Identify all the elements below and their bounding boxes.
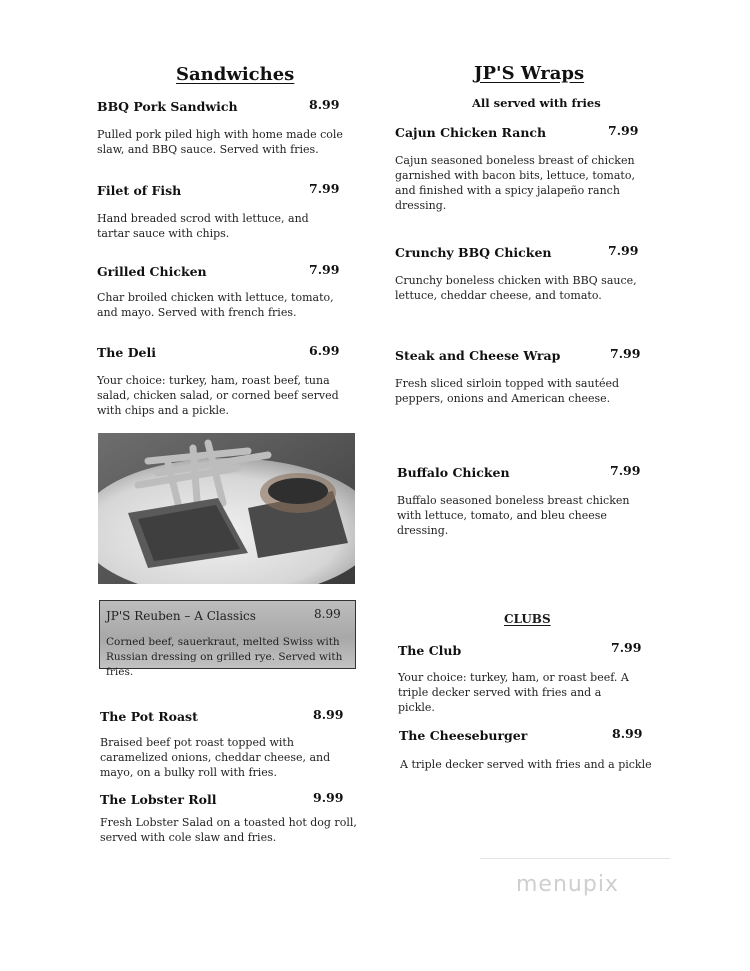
pot-roast-name: The Pot Roast [100, 709, 198, 724]
the-club-price: 7.99 [611, 640, 642, 655]
the-deli-price: 6.99 [309, 343, 340, 358]
pot-roast-price: 8.99 [313, 707, 344, 722]
filet-of-fish-name: Filet of Fish [97, 183, 182, 198]
cajun-chicken-ranch-desc: Cajun seasoned boneless breast of chicken garnished with bacon bits, lettuce, tomato, and finished with a spicy jalapeño ranch dressing. [395, 154, 635, 212]
reuben-feature-box [99, 600, 356, 678]
reuben-name: JP'S Reuben – A Classics [106, 609, 256, 623]
bbq-pork-sandwich-desc: Pulled pork piled high with home made cole slaw, and BBQ sauce. Served with fries. [97, 128, 343, 156]
reuben-price: 8.99 [314, 607, 341, 621]
the-deli-desc: Your choice: turkey, ham, roast beef, tuna salad, chicken salad, or corned beef served with chips and a pickle. [97, 374, 339, 417]
menupix-watermark: menupix [516, 872, 619, 897]
grilled-chicken-name: Grilled Chicken [97, 264, 207, 279]
crunchy-bbq-chicken-desc: Crunchy boneless chicken with BBQ sauce, lettuce, cheddar cheese, and tomato. [395, 274, 637, 302]
crunchy-bbq-chicken-name: Crunchy BBQ Chicken [395, 245, 552, 260]
buffalo-chicken-price: 7.99 [610, 463, 641, 478]
filet-of-fish-price: 7.99 [309, 181, 340, 196]
the-cheeseburger-desc: A triple decker served with fries and a pickle [400, 758, 652, 771]
lobster-roll-name: The Lobster Roll [100, 792, 217, 807]
crunchy-bbq-chicken-price: 7.99 [608, 243, 639, 258]
sandwiches-heading: Sandwiches [176, 64, 295, 85]
bbq-pork-sandwich-name: BBQ Pork Sandwich [97, 99, 238, 114]
scan-line [480, 858, 670, 859]
the-deli-name: The Deli [97, 345, 156, 360]
wraps-subheading: All served with fries [472, 96, 601, 110]
filet-of-fish-desc: Hand breaded scrod with lettuce, and tartar sauce with chips. [97, 212, 309, 240]
the-club-name: The Club [398, 643, 462, 658]
reuben-desc: Corned beef, sauerkraut, melted Swiss with Russian dressing on grilled rye. Served with fries. [106, 636, 343, 678]
pot-roast-desc: Braised beef pot roast topped with caramelized onions, cheddar cheese, and mayo, on a bulky roll with fries. [100, 736, 331, 779]
steak-and-cheese-wrap-name: Steak and Cheese Wrap [395, 348, 561, 363]
lobster-roll-price: 9.99 [313, 790, 344, 805]
bbq-pork-sandwich-price: 8.99 [309, 97, 340, 112]
steak-and-cheese-wrap-desc: Fresh sliced sirloin topped with sautéed peppers, onions and American cheese. [395, 377, 620, 405]
cajun-chicken-ranch-name: Cajun Chicken Ranch [395, 125, 547, 140]
grilled-chicken-price: 7.99 [309, 262, 340, 277]
lobster-roll-desc: Fresh Lobster Salad on a toasted hot dog roll, served with cole slaw and fries. [100, 816, 357, 844]
wraps-heading: JP'S Wraps [474, 63, 585, 84]
food-photo-illustration [98, 433, 355, 584]
the-club-desc: Your choice: turkey, ham, or roast beef. A triple decker served with fries and a pickle. [398, 671, 629, 714]
grilled-chicken-desc: Char broiled chicken with lettuce, tomato, and mayo. Served with french fries. [97, 291, 334, 319]
buffalo-chicken-name: Buffalo Chicken [397, 465, 510, 480]
the-cheeseburger-name: The Cheeseburger [399, 728, 528, 743]
buffalo-chicken-desc: Buffalo seasoned boneless breast chicken with lettuce, tomato, and bleu cheese dressing. [397, 494, 630, 537]
steak-and-cheese-wrap-price: 7.99 [610, 346, 641, 361]
clubs-heading: CLUBS [504, 612, 551, 626]
reuben-photo [98, 433, 355, 584]
cajun-chicken-ranch-price: 7.99 [608, 123, 639, 138]
the-cheeseburger-price: 8.99 [612, 726, 643, 741]
